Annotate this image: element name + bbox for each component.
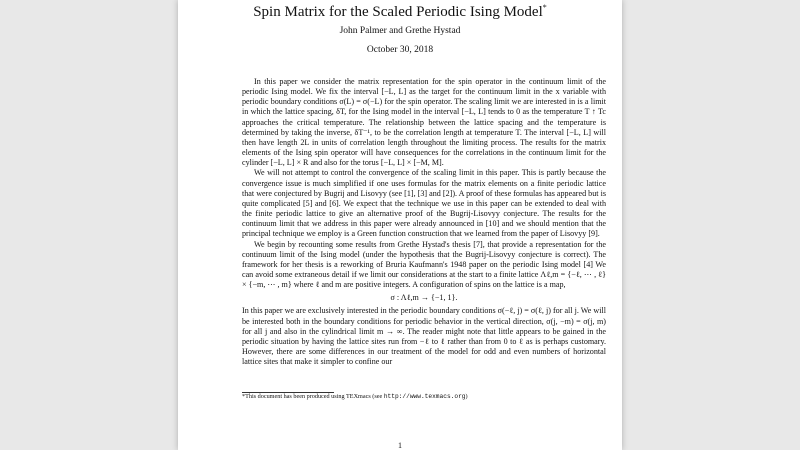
paper-authors: John Palmer and Grethe Hystad	[339, 26, 461, 36]
title-footnote-mark: *	[542, 3, 547, 12]
footnote-url: http://www.texmacs.org	[383, 393, 466, 400]
paragraph-1: In this paper we consider the matrix representation for the spin operator in the continuum limit of the periodic Ising model. We fix the interval [−L, L] as the target for the continuum limit in the x variable with periodic boundary conditions σ(L) = σ(−L) for the spin operator. The scaling limit we are interested in is a limit in which the lattice spacing, δT, for the Ising model in the interval [−L, L] tends to 0 as the temperature T ↑ Tc approaches the critical temperature. The relationship between the lattice spacing and the temperature is determined by taking the inverse, δT⁻¹, to be the correlation length at temperature T. The interval [−L, L] will then have length 2L in units of correlation length throughout the limiting process. The results for the matrix elements of the Ising spin operator will have consequences for the correlations in the continuum limit for the cylinder [−L, L] × R and also for the torus [−L, L] × [−M, M].	[242, 77, 606, 168]
paper-page	[178, 0, 622, 450]
paragraph-4: In this paper we are exclusively interested in the periodic boundary conditions σ(−ℓ, j) = σ(ℓ, j) for all j. We will be interested both in the boundary conditions for periodic behavior in the vertical direction, σ(j, −m) = σ(j, m) for all j and also in the cylindrical limit m → ∞. The reader might note that little appears to be gained in the periodic situation by having the lattice sites run from −ℓ to ℓ rather than from 0 to ℓ as is perhaps customary. However, there are some differences in our treatment of the model for odd and even numbers of horizontal lattice sites that make it simpler to confine our	[242, 306, 606, 367]
display-equation: σ : Λℓ,m → {−1, 1}.	[390, 293, 458, 303]
paper-body	[242, 77, 606, 367]
footnote: *This document has been produced using TEXmacs (see http://www.texmacs.org)	[242, 393, 468, 400]
paper-date: October 30, 2018	[366, 45, 434, 55]
page-number: 1	[398, 441, 402, 450]
paragraph-3: We begin by recounting some results from Grethe Hystad's thesis [7], that provide a representation for the continuum limit of the Ising model (under the hypothesis that the Bugrij-Lisovyy conjecture is correct). The framework for her thesis is a reworking of Bruria Kaufmann's 1948 paper on the periodic Ising model [4] We can avoid some extraneous detail if we limit our considerations at the start to a finite lattice Λℓ,m = {−ℓ, ⋯ , ℓ} × {−m, ⋯ , m} where ℓ and m are positive integers. A configuration of spins on the lattice is a map,	[242, 239, 606, 290]
paragraph-2: We will not attempt to control the convergence of the scaling limit in this paper. This is partly because the convergence issue is much simplified if one uses formulas for the matrix elements on a finite periodic lattice that were conjectured by Bugrij and Lisovyy (see [1], [3] and [2]). A proof of these formulas has appeared but is quite complicated [5] and [6]. We expect that the technique we use in this paper can be extended to deal with the finite periodic lattice to give an alternative proof of the Bugrij-Lisovyy conjecture. The results for the continuum limit that we address in this paper were already announced in [10] and we should mention that the principal technique we employ is a Green function construction that we learned from the paper of Lisovyy [9].	[242, 168, 606, 239]
paper-title: Spin Matrix for the Scaled Periodic Ising Model*	[253, 3, 547, 20]
